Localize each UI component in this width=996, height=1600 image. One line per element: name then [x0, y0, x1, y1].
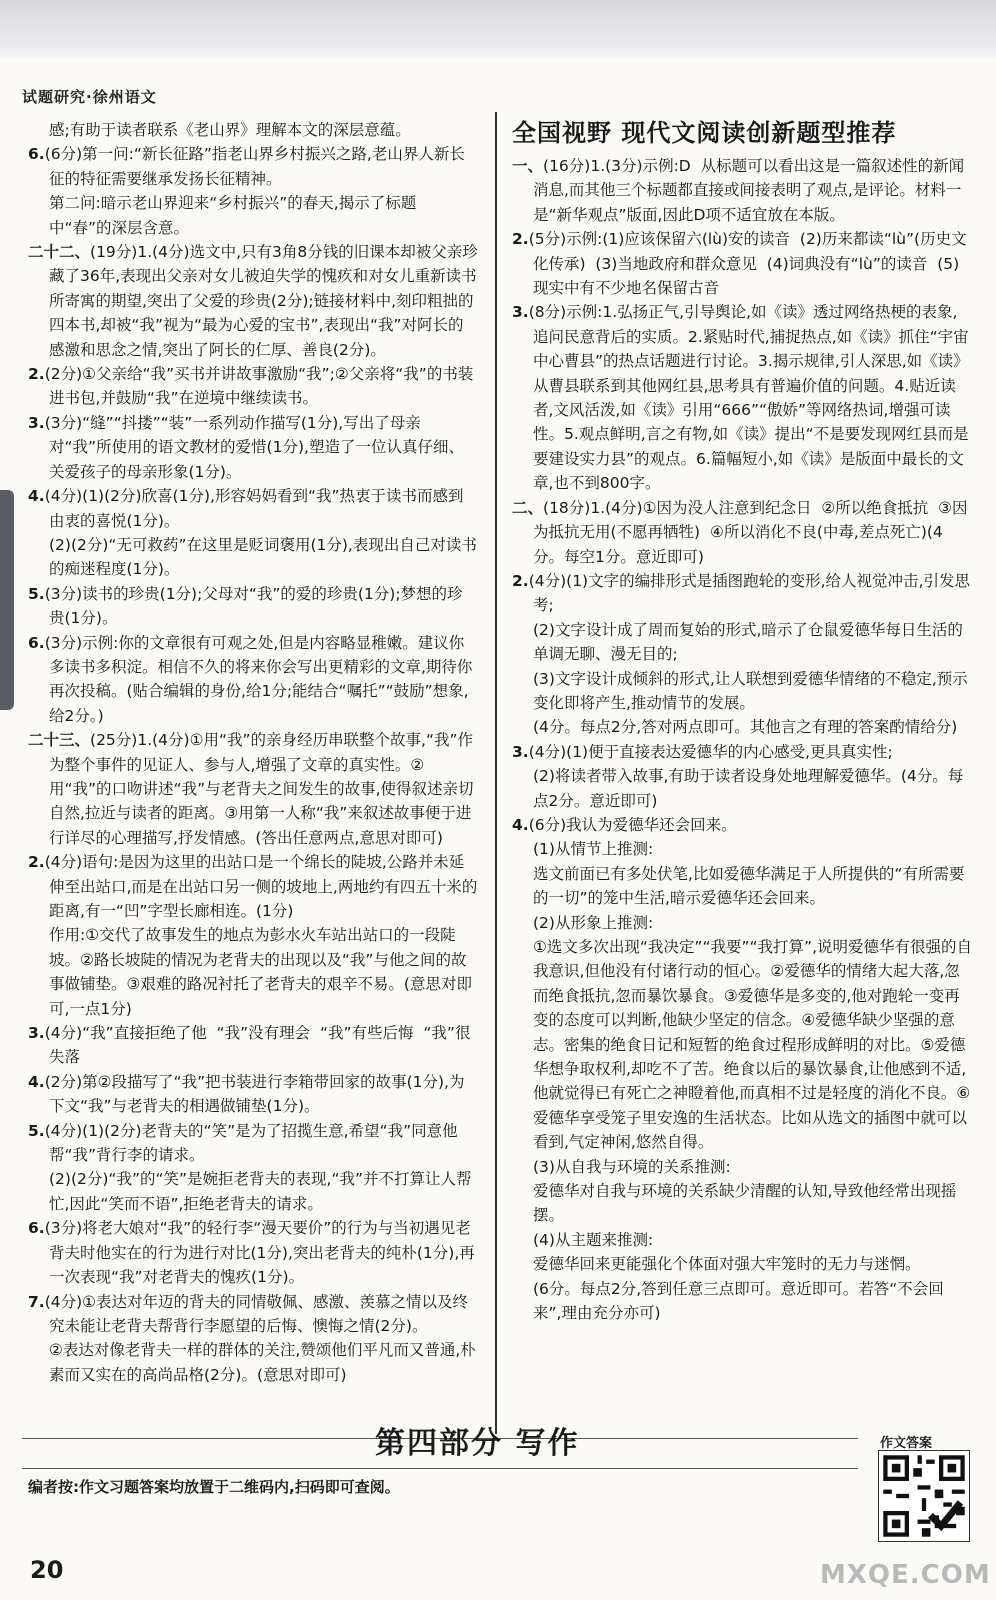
- item-text: (5分)示例:(1)应该保留六(lù)安的读音 (2)历来都读“lù”(历史文化传承) (3)当地政府和群众意见 (4)词典没有“lù”的读音 (5)现实中有不少地名保留古音: [528, 230, 967, 298]
- item-text: (16分)1.(3分)示例:D 从标题可以看出这是一篇叙述性的新闻消息,而其他三个标题都直接或间接表明了观点,是评论。材料一是“新华观点”版面,因此D项不适宜放在本版。: [533, 157, 965, 224]
- answer-item: [28, 850, 478, 923]
- answer-item: [512, 1155, 972, 1179]
- item-text: (2)文字设计成了周而复始的形式,暗示了仓鼠爱德华每日生活的单调无聊、漫无目的;: [533, 620, 963, 664]
- item-text: (6分)第一问:“新长征路”指老山界乡村振兴之路,老山界人新长征的特征需要继承发扬长征精神。: [44, 145, 465, 188]
- answer-item: [512, 1179, 972, 1228]
- answer-item: [512, 496, 972, 569]
- answer-item: [512, 227, 972, 300]
- answer-item: [512, 300, 972, 495]
- item-number: 4.: [512, 815, 529, 834]
- item-text: (2)(2分)“无可救药”在这里是贬词褒用(1分),表现出自己对读书的痴迷程度(1分)。: [49, 535, 477, 579]
- answer-item: [28, 484, 478, 533]
- answer-item: [28, 582, 478, 631]
- item-text: (4分)(1)(2分)老背夫的“笑”是为了招揽生意,希望“我”同意他帮“我”背行李的请求。: [44, 1121, 458, 1165]
- answer-item: [28, 728, 478, 850]
- item-text: (2分)第②段描写了“我”把书装进行李箱带回家的故事(1分),为下文“我”与老背夫的相遇做铺垫(1分)。: [44, 1072, 465, 1116]
- side-tab: [0, 490, 14, 710]
- item-text: 作用:①交代了故事发生的地点为彭水火车站出站口的一段陡坡。②路长坡陡的情况为老背夫的出现以及“我”与他之间的故事做铺垫。③艰难的路况衬托了老背夫的艰辛不易。(意思对即可,一点1分): [49, 926, 472, 1018]
- right-items: [512, 154, 972, 1326]
- answer-item: [28, 142, 478, 191]
- item-text: (2)将读者带入故事,有助于读者设身处地理解爱德华。(4分。每点2分。意近即可): [533, 767, 964, 810]
- answer-item: [512, 1277, 972, 1326]
- item-text: (4分)“我”直接拒绝了他 “我”没有理会 “我”有些后悔 “我”很失落: [44, 1024, 471, 1067]
- item-text: (2)从形象上推测:: [533, 913, 654, 932]
- item-number: 3.: [28, 1024, 45, 1043]
- answer-item: [28, 1021, 478, 1070]
- item-text: (18分)1.(4分)①因为没人注意到纪念日 ②所以绝食抵抗 ③因为抵抗无用(不愿再牺牲) ④所以消化不良(中毒,差点死亡)(4分。每空1分。意近即可): [533, 498, 968, 566]
- answer-item: [28, 1119, 478, 1168]
- item-number: 二十二、: [28, 243, 91, 262]
- item-text: (3分)示例:你的文章很有可观之处,但是内容略显稚嫩。建议你多读书多积淀。相信不久的将来你会写出更精彩的文章,期待你再次投稿。(贴合编辑的身份,给1分;能结合“嘱托”“鼓励”想象,给2分。): [44, 633, 473, 725]
- item-text: (3分)将老大娘对“我”的轻行李“漫天要价”的行为与当初遇见老背夫时他实在的行为进行对比(1分),突出老背夫的纯朴(1分),再一次表现“我”对老背夫的愧疚(1分)。: [44, 1219, 475, 1287]
- item-text: 第二问:暗示老山界迎来“乡村振兴”的春天,揭示了标题中“春”的深层含意。: [49, 194, 417, 237]
- answer-item: [512, 862, 972, 911]
- answer-item: [512, 764, 972, 813]
- answer-item: [28, 923, 478, 1021]
- answer-item: [28, 362, 478, 411]
- item-text: 爱德华回来更能强化个体面对强大牢笼时的无力与迷惘。: [533, 1255, 921, 1274]
- item-number: 2.: [28, 853, 45, 872]
- answer-item: [28, 118, 478, 142]
- item-text: (6分。每点2分,答到任意三点即可。意近即可。若答“不会回来”,理由充分亦可): [533, 1279, 944, 1323]
- item-text: (4分)语句:是因为这里的出站口是一个绵长的陡坡,公路并未延伸至出站口,而是在出站口另一侧的坡地上,两地约有四五十米的距离,有一“凹”字型长廊相连。(1分): [44, 853, 478, 920]
- item-number: 3.: [512, 742, 529, 761]
- item-text: (3)文字设计成倾斜的形式,让人联想到爱德华情绪的不稳定,预示变化即将产生,推动情节的发展。: [533, 669, 968, 712]
- answer-item: [512, 618, 972, 667]
- page-number: 20: [30, 1556, 64, 1584]
- item-text: (3)从自我与环境的关系推测:: [533, 1157, 731, 1176]
- item-number: 3.: [28, 413, 45, 432]
- answer-item: [28, 631, 478, 729]
- item-number: 4.: [28, 1072, 45, 1091]
- answer-item: [512, 935, 972, 1155]
- answer-item: [512, 715, 972, 739]
- item-text: (4分)(1)文字的编排形式是插图跑轮的变形,给人视觉冲击,引发思考;: [528, 571, 970, 615]
- editor-note: 编者按:作文习题答案均放置于二维码内,扫码即可查阅。: [28, 1478, 400, 1496]
- answer-item: [28, 1070, 478, 1119]
- item-text: 感;有助于读者联系《老山界》理解本文的深层意蕴。: [49, 121, 411, 139]
- answer-item: [28, 411, 478, 484]
- item-text: (3分)读书的珍贵(1分);父母对“我”的爱的珍贵(1分);梦想的珍贵(1分)。: [44, 584, 463, 628]
- answer-item: [28, 1167, 478, 1216]
- item-number: 6.: [28, 1219, 45, 1238]
- item-number: 二十三、: [28, 731, 91, 750]
- item-number: 5.: [28, 1121, 45, 1140]
- item-text: (1)从情节上推测:: [533, 840, 654, 859]
- answer-item: [28, 1338, 478, 1387]
- watermark: MXQE.COM: [820, 1560, 991, 1590]
- item-text: (4)从主题来推测:: [533, 1230, 654, 1249]
- part-title: 第四部分 写作: [375, 1426, 580, 1461]
- answer-item: [512, 569, 972, 618]
- item-number: 4.: [28, 487, 45, 506]
- item-number: 一、: [512, 157, 544, 175]
- qr-label: 作文答案: [880, 1436, 933, 1451]
- answer-item: [28, 533, 478, 582]
- item-text: (8分)示例:1.弘扬正气,引导舆论,如《读》透过网络热梗的表象,追问民意背后的实质。2.紧贴时代,捕捉热点,如《读》抓住“宇宙中心曹县”的热点话题进行讨论。3.揭示规律,引人深思,如《读》从曹县联系到其他网红县,思考具有普遍价值的问题。4.贴近读者,文风活泼,如《读》引用“666”“傲娇”等网络热词,增强可读性。5.观点鲜明,言之有物,如《读》提出“不是要发现网红县而是要建设实力县”的观点。6.篇幅短小,如《读》是版面中最长的文章,也不到800字。: [528, 303, 969, 493]
- top-band: [0, 0, 996, 58]
- item-text: (25分)1.(4分)①用“我”的亲身经历串联整个故事,“我”作为整个事件的见证人、参与人,增强了文章的真实性。②用“我”的口吻讲述“我”与老背夫之间发生的故事,使得叙述亲切自然,拉近与读者的距离。③用第一人称“我”来叙述故事便于进行详尽的心理描写,抒发情感。(答出任意两点,意思对即可): [49, 731, 474, 847]
- answer-item: [28, 240, 478, 362]
- item-text: (2分)①父亲给“我”买书并讲故事激励“我”;②父亲将“我”的书装进书包,并鼓励“我”在逆境中继续读书。: [44, 365, 474, 408]
- item-number: 2.: [28, 365, 45, 384]
- item-text: 选文前面已有多处伏笔,比如爱德华满足于人所提供的“有所需要的一切”的笼中生活,暗示爱德华还会回来。: [533, 864, 965, 908]
- item-number: 二、: [512, 498, 544, 517]
- answer-item: [512, 911, 972, 935]
- section-title: 全国视野 现代文阅读创新题型推荐: [512, 119, 897, 147]
- item-text: (4分)(1)便于直接表达爱德华的内心感受,更具真实性;: [528, 742, 893, 761]
- qr-code-icon[interactable]: [878, 1450, 970, 1542]
- answer-item: [512, 667, 972, 716]
- item-text: (6分)我认为爱德华还会回来。: [528, 815, 737, 834]
- item-text: (3分)“缝”“抖搂”“装”一系列动作描写(1分),写出了母亲对“我”所使用的语文教材的爱惜(1分),塑造了一位认真仔细、关爱孩子的母亲形象(1分)。: [44, 413, 464, 481]
- answer-item: [28, 191, 478, 240]
- answer-item: [512, 813, 972, 837]
- answer-item: [28, 1290, 478, 1339]
- item-text: ①选文多次出现“我决定”“我要”“我打算”,说明爱德华有很强的自我意识,但他没有付诸行动的恒心。②爱德华的情绪大起大落,忽而绝食抵抗,忽而暴饮暴食。③爱德华是多变的,他对跑轮一变再变的态度可以判断,他缺少坚定的信念。④爱德华缺少坚强的意志。密集的绝食日记和短暂的绝食过程形成鲜明的对比。⑤爱德华想争取权利,却吃不了苦。绝食以后的暴饮暴食,让他感到不适,他就觉得已有死亡之神瞪着他,而真相不过是轻度的消化不良。⑥爱德华享受笼子里安逸的生活状态。比如从选文的插图中就可以看到,气定神闲,悠然自得。: [533, 938, 973, 1152]
- item-number: 5.: [28, 584, 45, 603]
- running-head: 试题研究·徐州语文: [22, 88, 157, 106]
- item-number: 7.: [28, 1292, 45, 1311]
- answer-item: [512, 154, 972, 227]
- answer-item: [512, 837, 972, 861]
- item-number: 2.: [512, 571, 529, 590]
- item-number: 3.: [512, 303, 529, 322]
- item-text: (4分。每点2分,答对两点即可。其他言之有理的答案酌情给分): [533, 718, 958, 737]
- item-text: 爱德华对自我与环境的关系缺少清醒的认知,导致他经常出现摇摆。: [533, 1182, 957, 1225]
- answer-item: [28, 1216, 478, 1289]
- item-text: (2)(2分)“我”的“笑”是婉拒老背夫的表现,“我”并不打算让人帮忙,因此“笑而不语”,拒绝老背夫的请求。: [49, 1170, 472, 1213]
- column-divider: [495, 112, 497, 1434]
- left-column: [28, 118, 478, 1387]
- answer-item: [512, 1252, 972, 1276]
- answer-item: [512, 740, 972, 764]
- item-number: 6.: [28, 145, 45, 164]
- item-number: 2.: [512, 230, 529, 249]
- item-number: 6.: [28, 633, 45, 652]
- rule-lower: [22, 1468, 858, 1469]
- item-text: ②表达对像老背夫一样的群体的关注,赞颂他们平凡而又普通,朴素而又实在的高尚品格(2分)。(意思对即可): [49, 1341, 476, 1384]
- item-text: (19分)1.(4分)选文中,只有3角8分钱的旧课本却被父亲珍藏了36年,表现出父亲对女儿被迫失学的愧疚和对女儿重新读书所寄寓的期望,突出了父爱的珍贵(2分);链接材料中,刻印粗拙的四本书,却被“我”视为“最为心爱的宝书”,表现出“我”对阿长的感激和思念之情,突出了阿长的仁厚、善良(2分)。: [49, 243, 478, 359]
- answer-item: [512, 1228, 972, 1252]
- right-column: [512, 118, 972, 1326]
- item-text: (4分)①表达对年迈的背夫的同情敬佩、感激、羡慕之情以及终究未能让老背夫帮背行李愿望的后悔、懊悔之情(2分)。: [44, 1292, 469, 1335]
- item-text: (4分)(1)(2分)欣喜(1分),形容妈妈看到“我”热衷于读书而感到由衷的喜悦(1分)。: [44, 487, 464, 530]
